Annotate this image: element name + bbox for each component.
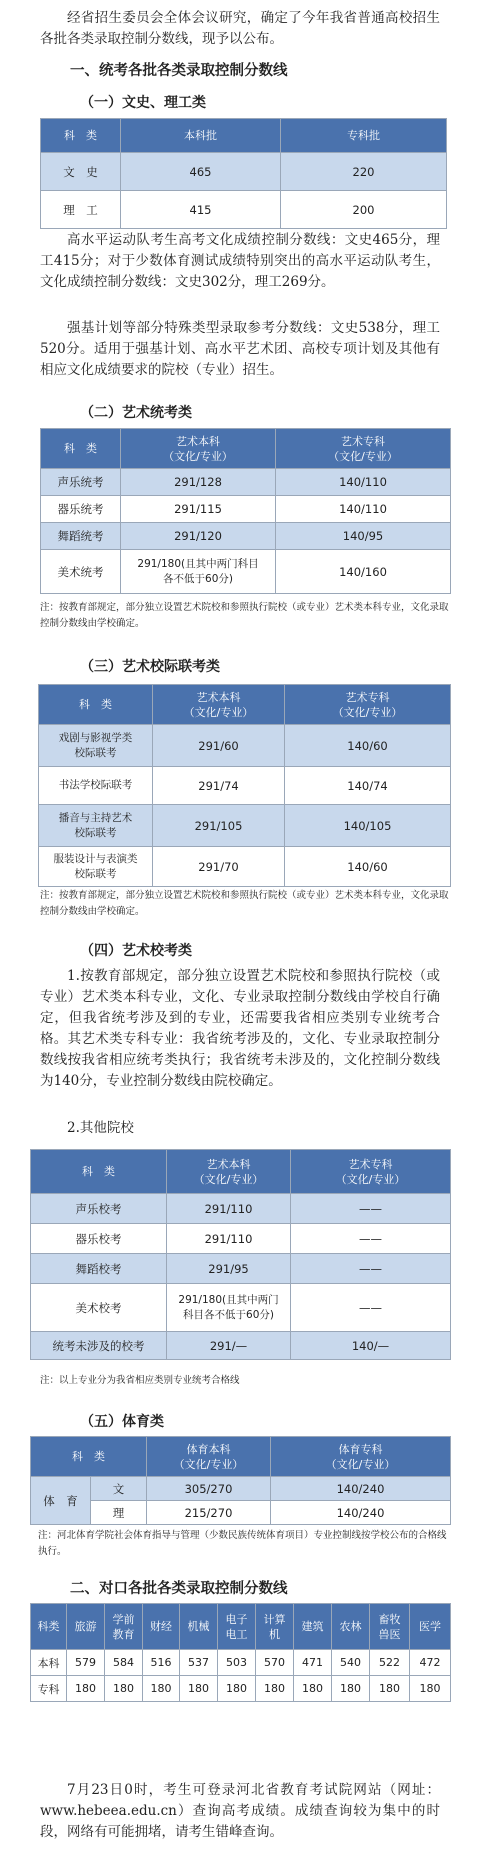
table-row: [39, 767, 451, 805]
header-line: 艺术专科: [341, 434, 385, 448]
table-cell: 体 育: [31, 1477, 91, 1525]
table-cell: 537: [180, 1650, 218, 1676]
table-header: [285, 685, 451, 725]
table-row: [31, 1650, 451, 1676]
table-header: 科 类: [31, 1150, 167, 1194]
table-cell: 声乐校考: [31, 1194, 167, 1224]
table-cell: [39, 725, 153, 767]
table-row: [31, 1477, 451, 1501]
table-cell: 291/128: [121, 469, 276, 496]
note-art-school-exam: 注：以上专业分为我省相应类别专业统考合格线: [40, 1375, 240, 1386]
paragraph-athletes: 高水平运动队考生高考文化成绩控制分数线：文史465分，理工415分；对于少数体育测试成绩特别突出的高水平运动队考生，文化成绩控制分数线：文史302分，理工269分。: [40, 232, 440, 290]
table-cell: 书法学校际联考: [39, 767, 153, 805]
table-art-joint-exam: [38, 684, 451, 887]
table-cell: 140/110: [276, 469, 451, 496]
note-art-unified: 注：按教育部规定，部分独立设置艺术院校和参照执行院校（或专业）艺术类本科专业，文化录取控制分数线由学校确定。: [40, 602, 449, 629]
table-header: 本科批: [121, 119, 281, 153]
table-row: [31, 1224, 451, 1254]
cell-line: 戏剧与影视学类: [58, 731, 133, 744]
table-cell: 180: [218, 1676, 256, 1702]
table-header: 机械: [180, 1604, 218, 1650]
table-cell: 统考未涉及的校考: [31, 1332, 167, 1360]
table-row: [31, 1254, 451, 1284]
table-cell: 140/110: [276, 496, 451, 523]
table-header: 科 类: [41, 429, 121, 469]
table-cell: ——: [291, 1284, 451, 1332]
table-cell: 291/95: [167, 1254, 291, 1284]
table-row: [41, 550, 451, 594]
header-line: 艺术本科: [196, 690, 241, 704]
note-sports: 注：河北体育学院社会体育指导与管理（少数民族传统体育项目）专业控制线按学校公布的合格线执行。: [38, 1530, 447, 1557]
table-header: 旅游: [67, 1604, 105, 1650]
table-sports: [30, 1436, 451, 1525]
table-row: [31, 1194, 451, 1224]
table-cell: 503: [218, 1650, 256, 1676]
header-line: （文化/专业）: [163, 449, 233, 463]
cell-line: 校际联考: [74, 867, 117, 880]
table-cell: ——: [291, 1224, 451, 1254]
table-cell: 140/105: [285, 805, 451, 847]
section-2-title: 二、对口各批各类录取控制分数线: [70, 1581, 288, 1597]
table-cell: 140/60: [285, 847, 451, 887]
table-header: 科类: [31, 1604, 67, 1650]
table-cell: [167, 1284, 291, 1332]
table-cell: 140/240: [271, 1501, 451, 1525]
table-cell: 器乐统考: [41, 496, 121, 523]
table-header: 财经: [143, 1604, 180, 1650]
table-cell: 专科: [31, 1676, 67, 1702]
table-row: [41, 469, 451, 496]
table-cell: 理: [91, 1501, 147, 1525]
table-cell: 140/74: [285, 767, 451, 805]
table-cell: 舞蹈校考: [31, 1254, 167, 1284]
table-header: 专科批: [281, 119, 447, 153]
header-line: （文化/专业）: [173, 1457, 244, 1471]
table-cell: 472: [410, 1650, 451, 1676]
table-cell: 180: [180, 1676, 218, 1702]
table-cell: 291/105: [153, 805, 285, 847]
table-cell: 美术校考: [31, 1284, 167, 1332]
table-header: 建筑: [294, 1604, 332, 1650]
cell-line: 科目各不低于60分): [183, 1308, 274, 1321]
table-header: 农林: [332, 1604, 370, 1650]
table-cell: 180: [332, 1676, 370, 1702]
table-cell: 220: [281, 153, 447, 191]
header-line: （文化/专业）: [183, 705, 254, 719]
paragraph-other-schools: 2.其他院校: [67, 1120, 134, 1136]
table-cell: 本科: [31, 1650, 67, 1676]
table-row: [41, 523, 451, 550]
table-header: [121, 429, 276, 469]
table-cell: 理 工: [41, 191, 121, 229]
table-header: 计算机: [256, 1604, 294, 1650]
table-cell: 584: [105, 1650, 143, 1676]
table-header: [153, 685, 285, 725]
table-cell: 291/70: [153, 847, 285, 887]
table-cell: 200: [281, 191, 447, 229]
table-row: [39, 725, 451, 767]
table-cell: 215/270: [147, 1501, 271, 1525]
table-header: 医学: [410, 1604, 451, 1650]
table-cell: 声乐统考: [41, 469, 121, 496]
table-cell: 180: [67, 1676, 105, 1702]
table-cell: 140/60: [285, 725, 451, 767]
paragraph-score-query: 7月23日0时，考生可登录河北省教育考试院网站（网址：www.hebeea.edu.cn）查询高考成绩。成绩查询较为集中的时段，网络有可能拥堵，请考生错峰查询。: [40, 1782, 440, 1840]
cell-line: 各不低于60分): [163, 572, 233, 585]
table-row: [39, 805, 451, 847]
subsection-2-title: （二）艺术统考类: [80, 405, 192, 421]
section-1-title: 一、统考各批各类录取控制分数线: [70, 63, 288, 79]
table-row: [31, 1284, 451, 1332]
header-line: （文化/专业）: [328, 449, 398, 463]
table-cell: 516: [143, 1650, 180, 1676]
header-line: 艺术专科: [348, 1157, 393, 1171]
table-art-unified: [40, 428, 451, 594]
paragraph-school-exam-rules: 1.按教育部规定，部分独立设置艺术院校和参照执行院校（或专业）艺术类本科专业，文化、专业录取控制分数线由学校自行确定，但我省统考涉及到的专业，还需要我省相应类别专业统考合格。其艺术类专科专业：我省统考涉及的，文化、专业录取控制分数线按我省相应统考类执行；我省统考未涉及的，文化控制分数线为140分，专业控制分数线由院校确定。: [40, 968, 440, 1089]
intro-paragraph: 经省招生委员会全体会议研究，确定了今年我省普通高校招生各批各类录取控制分数线，现予以公布。: [40, 10, 440, 47]
table-header: 科 类: [31, 1437, 147, 1477]
table-header: 学前教育: [105, 1604, 143, 1650]
cell-line: 291/180(且其中两门科目: [137, 557, 259, 570]
table-row: [41, 496, 451, 523]
header-line: （文化/专业）: [325, 1457, 396, 1471]
table-cell: [39, 805, 153, 847]
table-cell: 文 史: [41, 153, 121, 191]
table-header: 畜牧兽医: [370, 1604, 410, 1650]
header-line: （文化/专业）: [335, 1172, 406, 1186]
table-cell: [39, 847, 153, 887]
table-cell: 291/—: [167, 1332, 291, 1360]
paragraph-special-plans: 强基计划等部分特殊类型录取参考分数线：文史538分，理工520分。适用于强基计划、高水平艺术团、高校专项计划及其他有相应文化成绩要求的院校（专业）招生。: [40, 320, 440, 378]
table-cell: 140/95: [276, 523, 451, 550]
table-cell: 140/160: [276, 550, 451, 594]
cell-line: 播音与主持艺术: [58, 811, 133, 824]
table-cell: 180: [143, 1676, 180, 1702]
table-cell: 舞蹈统考: [41, 523, 121, 550]
table-art-school-exam: [30, 1149, 451, 1360]
note-art-joint-exam: 注：按教育部规定，部分独立设置艺术院校和参照执行院校（或专业）艺术类本科专业，文化录取控制分数线由学校确定。: [40, 890, 449, 917]
table-cell: 540: [332, 1650, 370, 1676]
table-header: [291, 1150, 451, 1194]
table-cell: 291/120: [121, 523, 276, 550]
subsection-3-title: （三）艺术校际联考类: [80, 659, 220, 675]
table-row: [31, 1332, 451, 1360]
table-cell: ——: [291, 1254, 451, 1284]
header-line: 艺术专科: [345, 690, 390, 704]
subsection-5-title: （五）体育类: [80, 1414, 164, 1430]
table-header: [271, 1437, 451, 1477]
table-row: [31, 1501, 451, 1525]
table-cell: 415: [121, 191, 281, 229]
table-cell: 140/240: [271, 1477, 451, 1501]
table-cell: 291/115: [121, 496, 276, 523]
cell-line: 服装设计与表演类: [53, 852, 138, 865]
table-cell: 305/270: [147, 1477, 271, 1501]
table-cell: 522: [370, 1650, 410, 1676]
table-row: [31, 1676, 451, 1702]
cell-line: 291/180(且其中两门: [178, 1293, 279, 1306]
table-cell: 291/60: [153, 725, 285, 767]
table-cell: 291/110: [167, 1194, 291, 1224]
subsection-1-title: （一）文史、理工类: [80, 95, 206, 111]
table-row: [41, 153, 447, 191]
table-cell: 180: [294, 1676, 332, 1702]
table-cell: 465: [121, 153, 281, 191]
cell-line: 校际联考: [74, 746, 117, 759]
table-cell: 471: [294, 1650, 332, 1676]
header-line: （文化/专业）: [332, 705, 403, 719]
header-line: 体育专科: [338, 1442, 383, 1456]
table-cell: 器乐校考: [31, 1224, 167, 1254]
header-line: 艺术本科: [176, 434, 220, 448]
table-header: [167, 1150, 291, 1194]
table-row: [39, 847, 451, 887]
table-cell: ——: [291, 1194, 451, 1224]
table-cell: 579: [67, 1650, 105, 1676]
cell-line: 校际联考: [74, 826, 117, 839]
table-vocational: [30, 1603, 451, 1702]
table-cell: 291/74: [153, 767, 285, 805]
header-line: 体育本科: [186, 1442, 231, 1456]
table-cell: 570: [256, 1650, 294, 1676]
table-cell: 美术统考: [41, 550, 121, 594]
table-header: [147, 1437, 271, 1477]
table-header: [276, 429, 451, 469]
header-line: 艺术本科: [206, 1157, 251, 1171]
table-row: [41, 191, 447, 229]
table-cell: 180: [410, 1676, 451, 1702]
subsection-4-title: （四）艺术校考类: [80, 943, 192, 959]
header-line: （文化/专业）: [193, 1172, 264, 1186]
table-header: 科 类: [41, 119, 121, 153]
table-cell: 180: [256, 1676, 294, 1702]
table-header: 电子电工: [218, 1604, 256, 1650]
table-cell: 180: [370, 1676, 410, 1702]
table-cell: 文: [91, 1477, 147, 1501]
table-cell: 180: [105, 1676, 143, 1702]
table-wenshi-ligong: [40, 118, 447, 229]
table-cell: [121, 550, 276, 594]
table-header: 科 类: [39, 685, 153, 725]
table-cell: 291/110: [167, 1224, 291, 1254]
table-cell: 140/—: [291, 1332, 451, 1360]
